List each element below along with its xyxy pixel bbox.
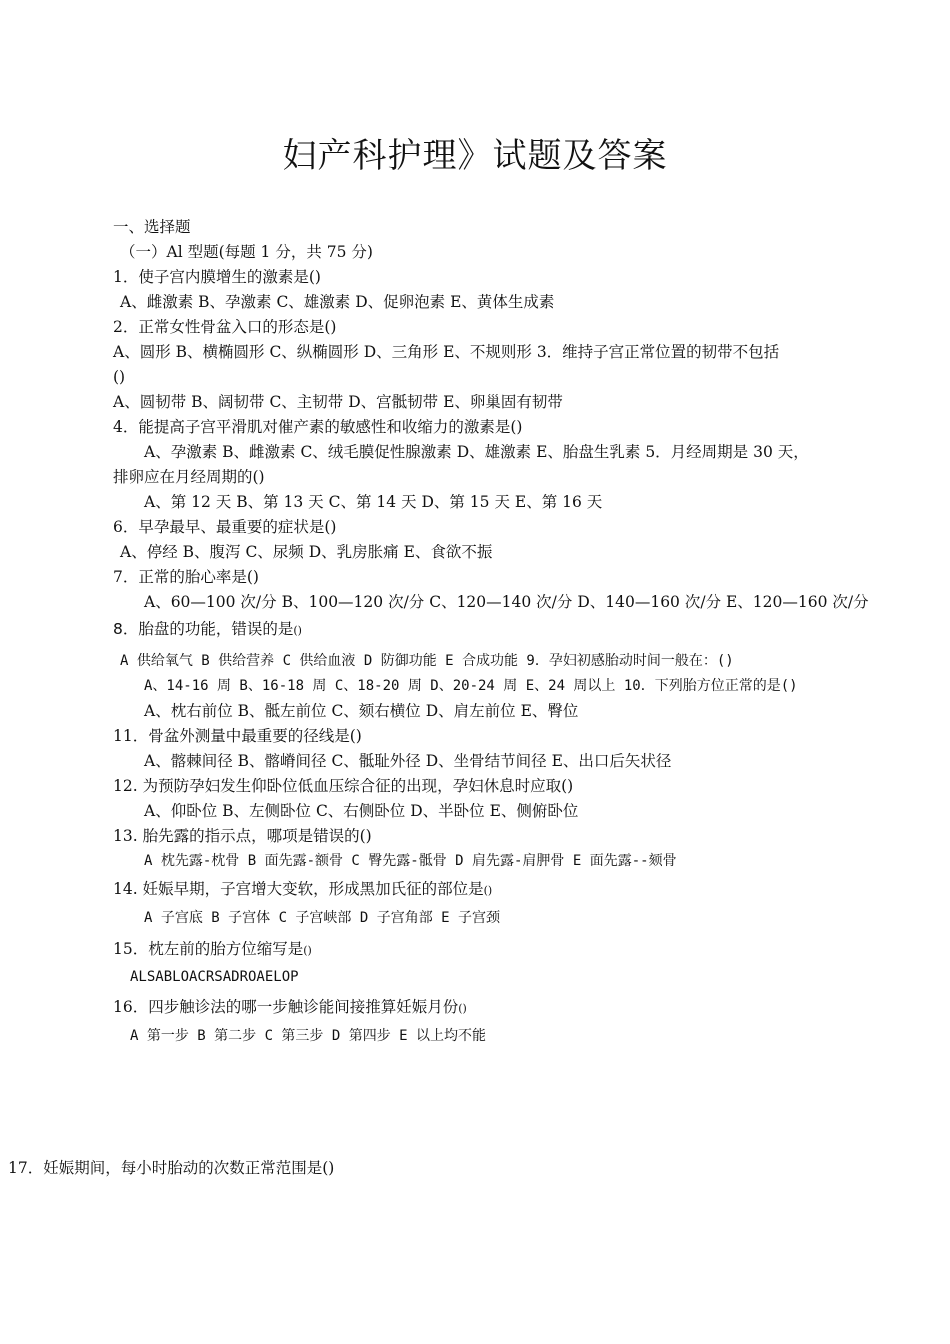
question-16-line — [113, 997, 467, 1019]
question-5-continued: 排卵应在月经周期的() — [113, 468, 265, 486]
section-heading: 一、选择题 — [113, 218, 191, 236]
question-11-options: A、髂棘间径 B、髂嵴间径 C、骶耻外径 D、坐骨结节间径 E、出口后矢状径 — [144, 752, 672, 770]
question-12-options: A、仰卧位 B、左侧卧位 C、右侧卧位 D、半卧位 E、侧俯卧位 — [144, 802, 579, 820]
question-2: 2．正常女性骨盆入口的形态是() — [113, 318, 337, 336]
question-14-paren: () — [483, 884, 493, 897]
question-4-options: A、孕激素 B、雌激素 C、绒毛膜促性腺激素 D、雄激素 E、胎盘生乳素 5．月经周期是 30 天， — [144, 443, 809, 461]
question-6-options: A、停经 B、腹泻 C、尿频 D、乳房胀痛 E、食欲不振 — [120, 543, 493, 561]
question-13: 13. 胎先露的指示点，哪项是错误的() — [113, 827, 372, 845]
question-5-options: A、第 12 天 B、第 13 天 C、第 14 天 D、第 15 天 E、第 16 天 — [144, 493, 603, 511]
question-3-paren: () — [113, 368, 126, 386]
question-1-options: A、雌激素 B、孕激素 C、雄激素 D、促卵泡素 E、黄体生成素 — [120, 293, 555, 311]
question-8-line — [113, 619, 302, 641]
question-1: 1．使子宫内膜增生的激素是() — [113, 268, 321, 286]
question-17: 17．妊娠期间，每小时胎动的次数正常范围是() — [8, 1159, 335, 1177]
document-title: 妇产科护理》试题及答案 — [282, 136, 668, 176]
question-15-options: ALSABLOACRSADROAELOP — [130, 969, 299, 985]
question-7-options: A、60—100 次/分 B、100—120 次/分 C、120—140 次/分 D、140—160 次/分 E、120—160 次/分 — [144, 593, 869, 611]
question-6: 6．早孕最早、最重要的症状是() — [113, 518, 337, 536]
question-12: 12. 为预防孕妇发生仰卧位低血压综合征的出现，孕妇休息时应取() — [113, 777, 574, 795]
question-4: 4．能提高子宫平滑肌对催产素的敏感性和收缩力的激素是() — [113, 418, 523, 436]
question-3-options: A、圆韧带 B、阔韧带 C、主韧带 D、宫骶韧带 E、卵巢固有韧带 — [113, 393, 563, 411]
question-16-options: A 第一步 B 第二步 C 第三步 D 第四步 E 以上均不能 — [130, 1028, 487, 1044]
question-10-options: A、枕右前位 B、骶左前位 C、颏右横位 D、肩左前位 E、臀位 — [144, 702, 579, 720]
question-8-paren: () — [293, 624, 302, 637]
question-16-paren: () — [458, 1002, 467, 1015]
question-14: 14. 妊娠早期，子宫增大变软，形成黑加氏征的部位是 — [113, 880, 484, 898]
question-9-options: A、14-16 周 B、16-18 周 C、18-20 周 D、20-24 周 E、24 周以上 10．下列胎方位正常的是() — [144, 678, 798, 694]
question-13-options: A 枕先露-枕骨 B 面先露-额骨 C 臀先露-骶骨 D 肩先露-肩胛骨 E 面先露--颏骨 — [144, 853, 677, 869]
question-8-options: A 供给氧气 B 供给营养 C 供给血液 D 防御功能 E 合成功能 9．孕妇初感胎动时间一般在：() — [120, 653, 734, 669]
question-8: 8．胎盘的功能，错误的是 — [113, 620, 294, 638]
question-16: 16．四步触诊法的哪一步触诊能间接推算妊娠月份 — [113, 998, 459, 1016]
subsection-heading: （一）Al 型题(每题 1 分，共 75 分) — [120, 243, 373, 261]
question-11: 11．骨盆外测量中最重要的径线是() — [113, 727, 362, 745]
question-15-paren: () — [303, 944, 312, 957]
question-15-line — [113, 939, 312, 961]
question-14-options: A 子宫底 B 子宫体 C 子宫峡部 D 子宫角部 E 子宫颈 — [144, 910, 501, 926]
question-7: 7．正常的胎心率是() — [113, 568, 259, 586]
question-15: 15．枕左前的胎方位缩写是 — [113, 940, 304, 958]
question-14-line — [113, 879, 492, 901]
question-2-options: A、圆形 B、横椭圆形 C、纵椭圆形 D、三角形 E、不规则形 3．维持子宫正常位置的韧带不包括 — [113, 343, 780, 361]
